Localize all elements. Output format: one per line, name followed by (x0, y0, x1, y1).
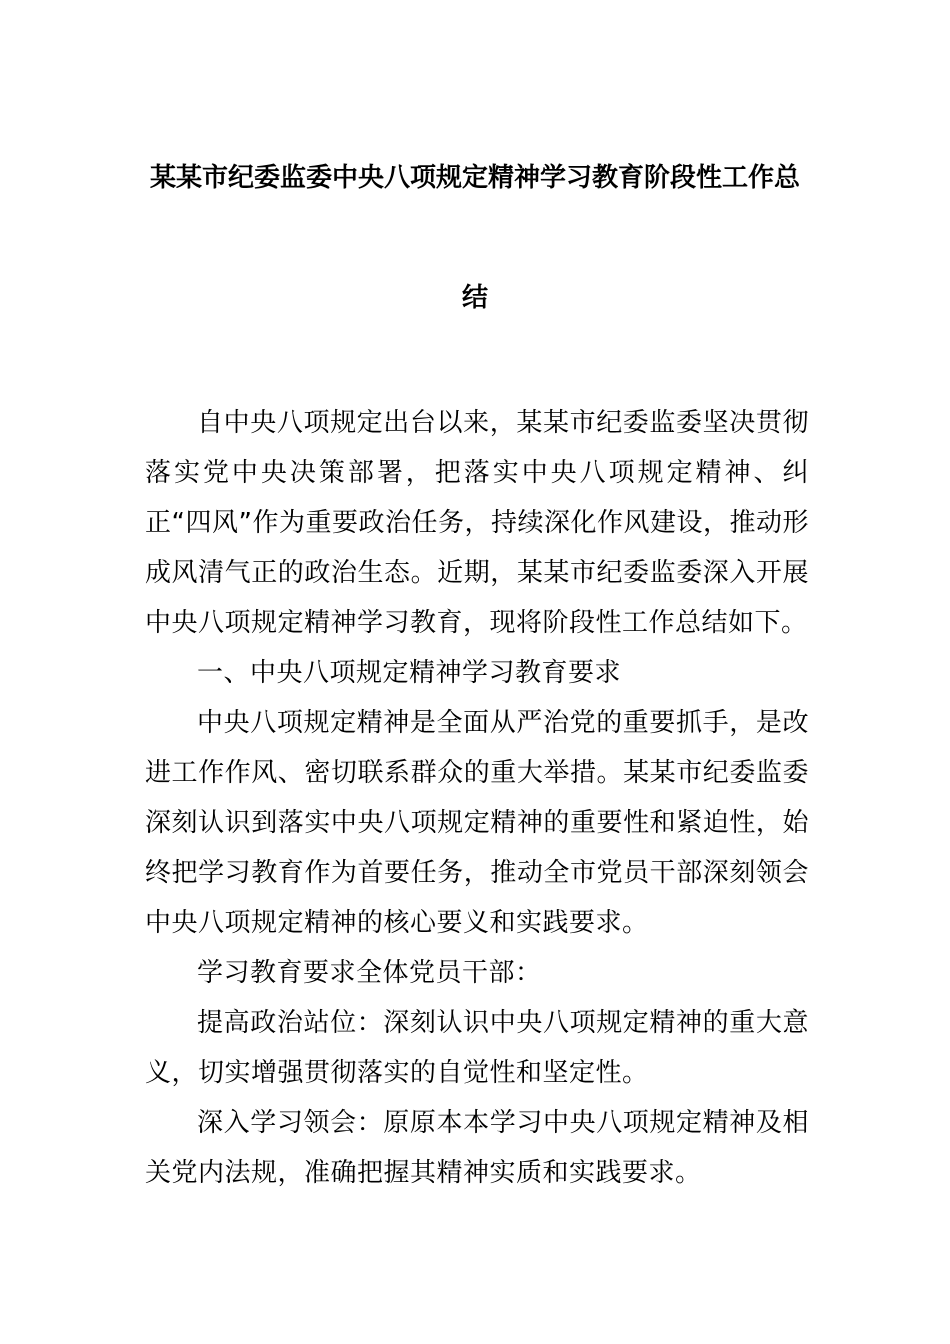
paragraph-requirement-2: 深入学习领会：原原本本学习中央八项规定精神及相关党内法规，准确把握其精神实质和实践要求。 (145, 1108, 809, 1188)
paragraph-requirements-lead: 学习教育要求全体党员干部： (197, 958, 542, 988)
document-title: 某某市纪委监委中央八项规定精神学习教育阶段性工作总 (149, 163, 800, 193)
document-title-continuation: 结 (461, 283, 488, 313)
paragraph-requirement-1: 提高政治站位：深刻认识中央八项规定精神的重大意义，切实增强贯彻落实的自觉性和坚定性。 (145, 1008, 809, 1088)
paragraph-intro: 自中央八项规定出台以来，某某市纪委监委坚决贯彻落实党中央决策部署，把落实中央八项规定精神、纠正“四风”作为重要政治任务，持续深化作风建设，推动形成风清气正的政治生态。近期，某某市纪委监委深入开展中央八项规定精神学习教育，现将阶段性工作总结如下。 (145, 408, 809, 638)
paragraph-section-1: 中央八项规定精神是全面从严治党的重要抓手，是改进工作作风、密切联系群众的重大举措。某某市纪委监委深刻认识到落实中央八项规定精神的重要性和紧迫性，始终把学习教育作为首要任务，推动全市党员干部深刻领会中央八项规定精神的核心要义和实践要求。 (145, 708, 809, 938)
section-heading-1: 一、中央八项规定精神学习教育要求 (197, 658, 622, 688)
document-body (145, 398, 809, 1198)
